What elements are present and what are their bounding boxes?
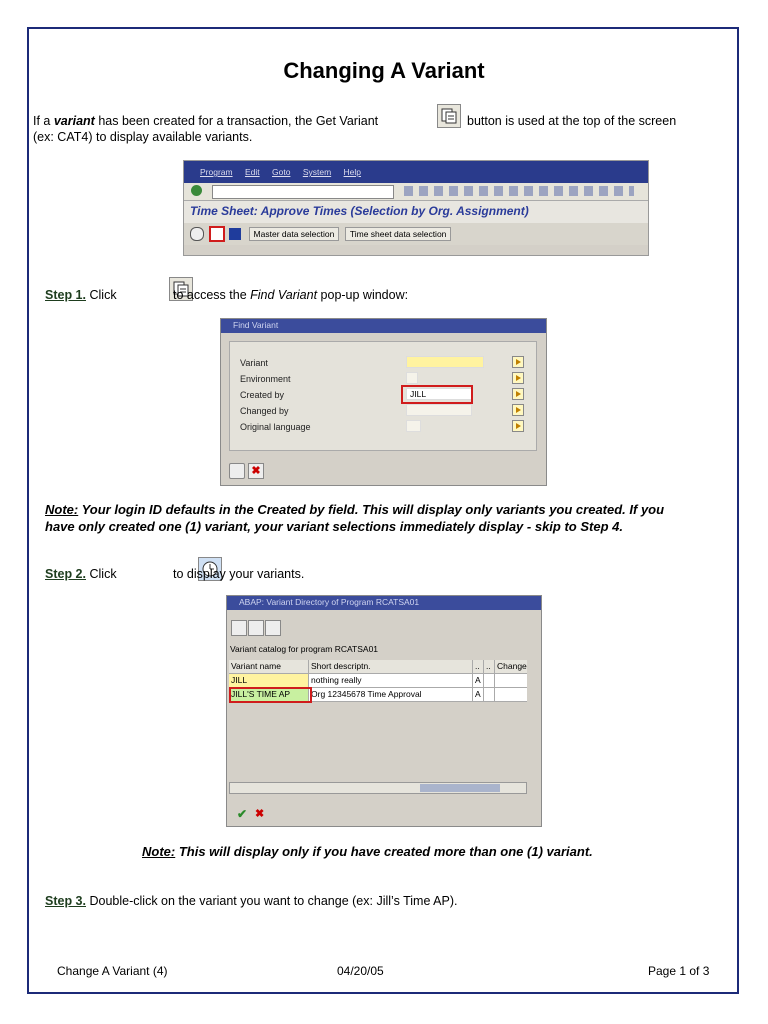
- sap-timesheet-screenshot: [183, 160, 649, 256]
- time-sheet-data-selection-button[interactable]: Time sheet data selection: [345, 227, 452, 241]
- step2-label: Step 2.: [45, 567, 86, 581]
- cell-change: [495, 674, 527, 687]
- execute-icon[interactable]: [190, 227, 204, 241]
- col-header-change[interactable]: Change: [497, 661, 527, 671]
- step3-text: Double-click on the variant you want to change (ex: Jill’s Time AP).: [89, 894, 458, 908]
- field-label-changed-by: Changed by: [240, 406, 289, 416]
- print-icon[interactable]: [231, 620, 247, 636]
- note-1: [45, 501, 735, 535]
- jills-time-ap-highlight: [229, 687, 312, 703]
- original-language-input[interactable]: [406, 420, 421, 432]
- variant-table: [229, 660, 527, 795]
- horizontal-scrollbar[interactable]: [229, 782, 527, 794]
- step1-text: pop-up window:: [317, 288, 409, 302]
- find-variant-dialog: [220, 318, 547, 486]
- footer-date: 04/20/05: [337, 964, 384, 978]
- note1-label: Note:: [45, 502, 79, 517]
- application-toolbar: [184, 223, 648, 245]
- multiple-selection-arrow-icon[interactable]: [512, 388, 524, 400]
- cell-short-description: nothing really: [309, 674, 473, 687]
- variant-directory-dialog: [226, 595, 542, 827]
- intro-text-3: (ex: CAT4) to display available variants.: [33, 130, 253, 144]
- step3-line: [45, 893, 457, 909]
- step1-text: to access the: [173, 288, 251, 302]
- cell-flag: A: [473, 688, 484, 701]
- dialog-title: Find Variant: [221, 319, 546, 333]
- note-2: [142, 843, 593, 860]
- created-by-highlight: [401, 385, 473, 404]
- info-icon[interactable]: [229, 228, 241, 240]
- filter-icon[interactable]: [248, 620, 264, 636]
- step1-label: Step 1.: [45, 288, 86, 302]
- note1-text: Your login ID defaults in the Created by field. This will display only variants you created. If you: [78, 502, 665, 517]
- changed-by-input[interactable]: [406, 404, 472, 416]
- variant-input[interactable]: [406, 356, 484, 368]
- dialog-toolbar: [231, 620, 287, 634]
- menu-program[interactable]: Program: [200, 167, 233, 177]
- sap-screen-title: Time Sheet: Approve Times (Selection by Org. Assignment): [184, 201, 648, 223]
- page-title: Changing A Variant: [283, 58, 485, 83]
- intro-text-2: button is used at the top of the screen: [467, 114, 677, 128]
- field-label-environment: Environment: [240, 374, 291, 384]
- dialog-body: [229, 341, 537, 451]
- note2-text: This will display only if you have created more than one (1) variant.: [175, 844, 593, 859]
- master-data-selection-button[interactable]: Master data selection: [249, 227, 340, 241]
- step2-text-2: to display your variants.: [173, 567, 305, 581]
- cell-empty: [484, 674, 495, 687]
- multiple-selection-arrow-icon[interactable]: [512, 404, 524, 416]
- menu-system[interactable]: System: [302, 167, 332, 177]
- command-field[interactable]: [212, 185, 394, 199]
- toolbar-icons: [404, 186, 634, 196]
- multiple-selection-arrow-icon[interactable]: [512, 372, 524, 384]
- cell-flag: A: [473, 674, 484, 687]
- cell-variant-name[interactable]: JILL: [229, 674, 309, 687]
- footer-left: Change A Variant (4): [57, 964, 168, 978]
- sap-menu-bar: [184, 161, 648, 183]
- step1-text-2: [173, 287, 408, 303]
- table-header-row: [229, 660, 527, 674]
- step3-label: Step 3.: [45, 894, 86, 908]
- sap-standard-toolbar: [184, 183, 648, 201]
- intro-text: If a: [33, 114, 54, 128]
- note1-text: have only created one (1) variant, your variant selections immediately display - skip to Step 4.: [45, 519, 623, 534]
- col-header-short-description[interactable]: Short descriptn.: [309, 660, 473, 673]
- col-header-flag-1[interactable]: ..: [473, 660, 484, 673]
- cell-variant-name[interactable]: JILL'S TIME AP: [229, 688, 309, 701]
- execute-icon[interactable]: [229, 463, 245, 479]
- note2-label: Note:: [142, 844, 176, 859]
- table-row[interactable]: [229, 674, 527, 688]
- cancel-icon[interactable]: ✖: [248, 463, 264, 479]
- dialog-title: ABAP: Variant Directory of Program RCATSA01: [227, 596, 541, 610]
- col-header-flag-2[interactable]: ..: [484, 660, 495, 673]
- cell-change: [495, 688, 527, 701]
- menu-goto[interactable]: Goto: [272, 167, 291, 177]
- step2-text: Click: [89, 567, 117, 581]
- cell-empty: [484, 688, 495, 701]
- step2-line: [45, 566, 117, 582]
- catalog-label: Variant catalog for program RCATSA01: [230, 644, 379, 654]
- scrollbar-thumb[interactable]: [420, 784, 500, 792]
- get-variant-icon[interactable]: [209, 226, 225, 242]
- find-icon[interactable]: [265, 620, 281, 636]
- enter-icon[interactable]: [191, 185, 202, 196]
- created-by-input[interactable]: JILL: [406, 388, 472, 400]
- multiple-selection-arrow-icon[interactable]: [512, 420, 524, 432]
- field-label-created-by: Created by: [240, 390, 285, 400]
- col-header-variant-name[interactable]: Variant name: [229, 660, 309, 673]
- confirm-check-icon[interactable]: ✔: [237, 807, 248, 821]
- step1-find-variant: Find Variant: [250, 288, 318, 302]
- step1-text: Click: [89, 288, 117, 302]
- menu-help[interactable]: Help: [343, 167, 362, 177]
- get-variant-icon: [437, 104, 461, 128]
- field-label-original-language: Original language: [240, 422, 311, 432]
- cancel-icon[interactable]: ✖: [255, 808, 265, 820]
- intro-text: has been created for a transaction, the Get Variant: [94, 114, 379, 128]
- environment-input[interactable]: [406, 372, 418, 384]
- step1-line: [45, 287, 117, 303]
- menu-edit[interactable]: Edit: [244, 167, 260, 177]
- intro-variant-word: variant: [53, 114, 95, 128]
- multiple-selection-arrow-icon[interactable]: [512, 356, 524, 368]
- field-label-variant: Variant: [240, 358, 268, 368]
- footer-page-number: Page 1 of 3: [648, 964, 710, 978]
- cell-short-description: Org 12345678 Time Approval: [309, 688, 473, 701]
